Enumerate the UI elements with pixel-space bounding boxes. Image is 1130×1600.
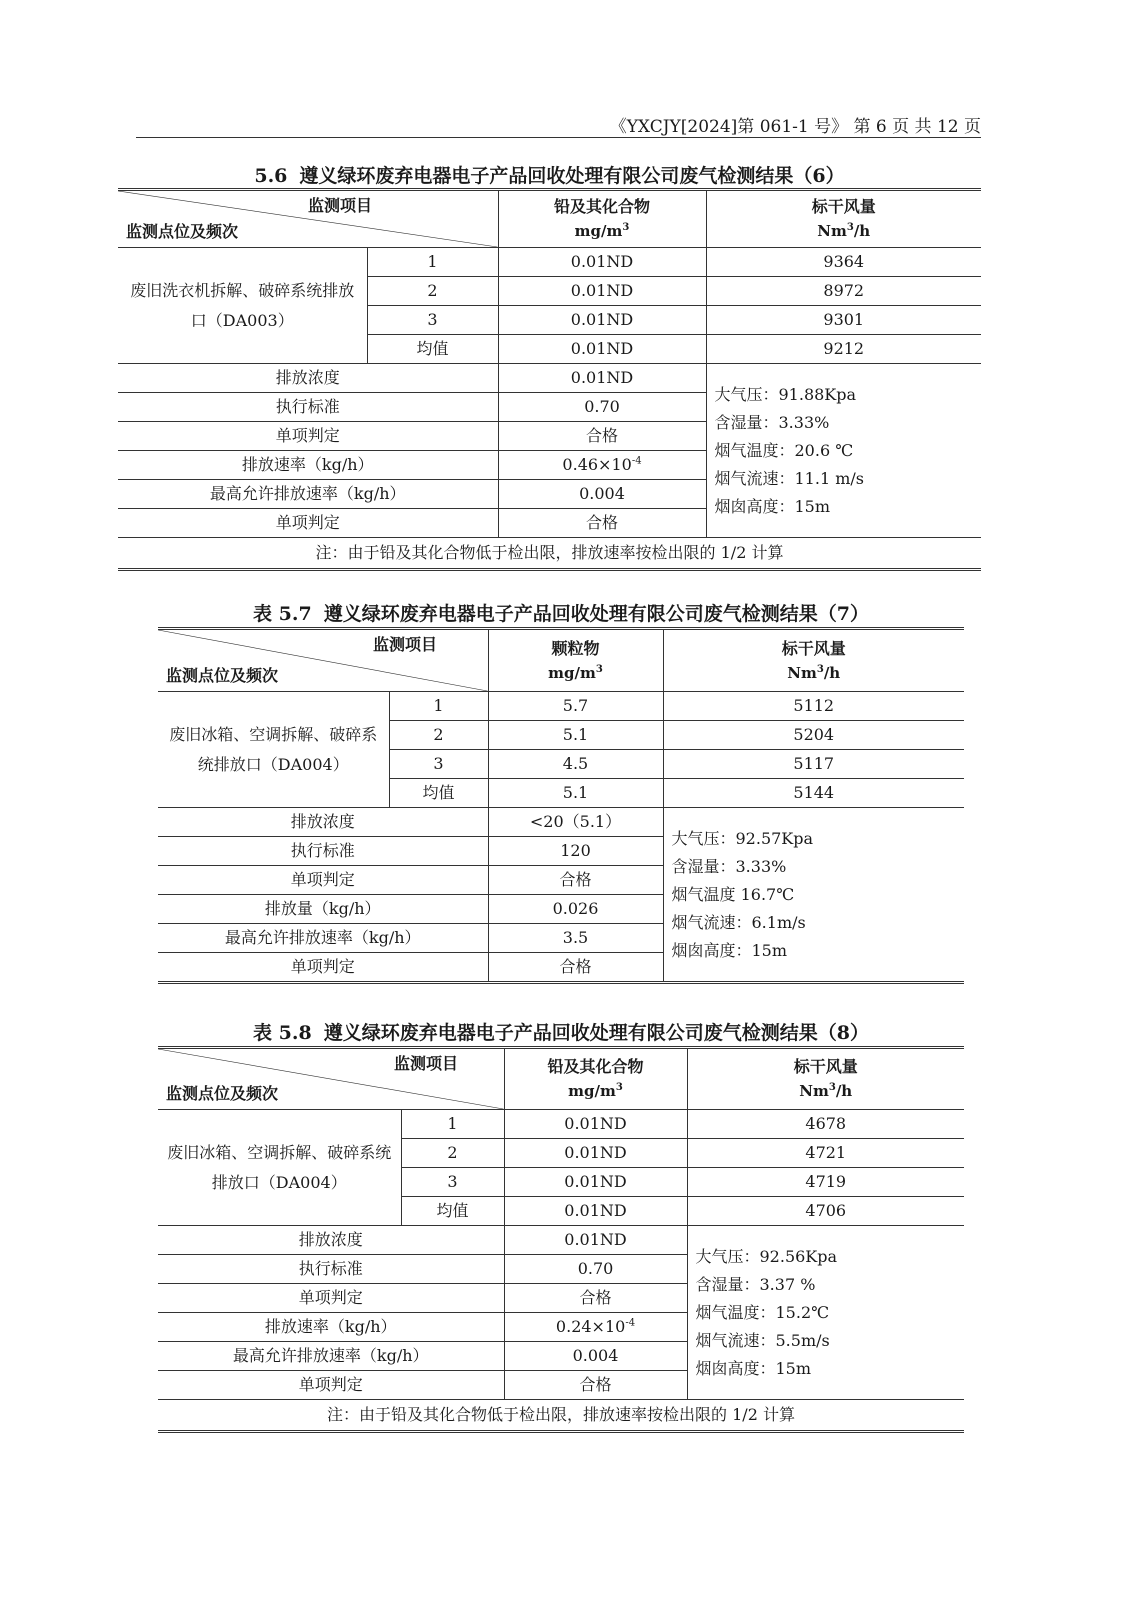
flow-cell: 4721: [687, 1139, 964, 1168]
table-row: [118, 248, 981, 277]
value-cell: 0.01ND: [504, 1110, 687, 1139]
judgement-value: 合格: [504, 1371, 687, 1400]
flow-unit: Nm$^3$/h: [817, 222, 871, 240]
monitor-item-label: 监测项目: [373, 635, 438, 654]
pollutant-header: [504, 1048, 687, 1110]
rate-value: $0.46\times 10^{-4}$: [498, 451, 706, 480]
frequency-cell: 1: [367, 248, 498, 277]
table-number: 表 5.8: [253, 1022, 312, 1044]
judgement-label: 单项判定: [158, 1284, 504, 1313]
discharge-conc-value: 0.01ND: [504, 1226, 687, 1255]
condition-velocity: 烟气流速：6.1m/s: [671, 912, 806, 932]
judgement-value: 合格: [488, 953, 663, 983]
pollutant-header: [498, 190, 706, 248]
max-rate-value: 0.004: [498, 480, 706, 509]
unit-label: $mg/m^3$: [548, 663, 603, 682]
unit-label: $mg/m^3$: [568, 1082, 623, 1100]
condition-temperature: 烟气温度：15.2℃: [695, 1302, 830, 1322]
frequency-cell: 均值: [367, 335, 498, 364]
table-5-6-caption: [118, 161, 981, 188]
frequency-cell: 1: [389, 692, 488, 721]
table-5-8-caption: [158, 1018, 964, 1045]
judgement-label: 单项判定: [158, 953, 488, 983]
max-rate-label: 最高允许排放速率（kg/h）: [118, 480, 498, 509]
table-number: 5.6: [254, 165, 288, 187]
frequency-cell: 3: [389, 750, 488, 779]
flow-cell: 5204: [663, 721, 964, 750]
flow-cell: 4706: [687, 1197, 964, 1226]
flow-cell: 9364: [706, 248, 981, 277]
condition-humidity: 含湿量：3.33%: [671, 856, 787, 876]
frequency-cell: 2: [401, 1139, 504, 1168]
value-cell: 5.1: [488, 721, 663, 750]
diagonal-header-cell: [158, 629, 488, 692]
pollutant-name: 铅及其化合物: [547, 1057, 644, 1076]
conditions-cell: [663, 808, 964, 983]
table-title: 遵义绿环废弃电器电子产品回收处理有限公司废气检测结果（6）: [299, 165, 845, 187]
table-5-7-caption: [158, 599, 964, 626]
judgement-label: 单项判定: [158, 866, 488, 895]
condition-humidity: 含湿量：3.37 %: [695, 1274, 816, 1294]
document-reference: 《YXCJY[2024]第 061-1 号》 第 6 页 共 12 页: [609, 117, 981, 137]
condition-pressure: 大气压：92.56Kpa: [695, 1246, 838, 1266]
value-cell: 0.01ND: [498, 306, 706, 335]
flow-cell: 5117: [663, 750, 964, 779]
value-cell: 0.01ND: [504, 1197, 687, 1226]
rate-label: 排放速率（kg/h）: [158, 1313, 504, 1342]
table-title: 遵义绿环废弃电器电子产品回收处理有限公司废气检测结果（8）: [323, 1022, 869, 1044]
value-cell: 0.01ND: [498, 335, 706, 364]
table-title: 遵义绿环废弃电器电子产品回收处理有限公司废气检测结果（7）: [323, 603, 869, 625]
table-row: [158, 692, 964, 721]
point-frequency-label: 监测点位及频次: [166, 666, 279, 685]
condition-temperature: 烟气温度 16.7℃: [671, 884, 795, 904]
value-cell: 5.7: [488, 692, 663, 721]
flow-cell: 8972: [706, 277, 981, 306]
point-frequency-label: 监测点位及频次: [126, 222, 239, 241]
max-rate-value: 3.5: [488, 924, 663, 953]
frequency-cell: 均值: [401, 1197, 504, 1226]
flow-header: [706, 190, 981, 248]
table-note: 注：由于铅及其化合物低于检出限，排放速率按检出限的 1/2 计算: [118, 538, 981, 570]
exec-std-label: 执行标准: [158, 1255, 504, 1284]
flow-cell: 5112: [663, 692, 964, 721]
flow-label: 标干风量: [793, 1057, 858, 1076]
frequency-cell: 2: [389, 721, 488, 750]
pollutant-header: [488, 629, 663, 692]
flow-cell: 9301: [706, 306, 981, 335]
condition-velocity: 烟气流速：5.5m/s: [695, 1330, 830, 1350]
rate-value: 0.026: [488, 895, 663, 924]
pollutant-name: 颗粒物: [551, 638, 600, 658]
exec-std-value: 120: [488, 837, 663, 866]
flow-cell: 9212: [706, 335, 981, 364]
value-cell: 0.01ND: [504, 1168, 687, 1197]
table-row: [118, 364, 981, 393]
frequency-cell: 3: [367, 306, 498, 335]
conditions-cell: [706, 364, 981, 538]
flow-label: 标干风量: [781, 638, 846, 658]
frequency-cell: 2: [367, 277, 498, 306]
exec-std-value: 0.70: [498, 393, 706, 422]
table-number: 表 5.7: [253, 603, 312, 625]
flow-unit: Nm$^3$/h: [799, 1082, 853, 1100]
condition-velocity: 烟气流速：11.1 m/s: [714, 468, 864, 488]
judgement-value: 合格: [498, 422, 706, 451]
judgement-label: 单项判定: [158, 1371, 504, 1400]
frequency-cell: 1: [401, 1110, 504, 1139]
conditions-cell: [687, 1226, 964, 1400]
value-cell: 0.01ND: [498, 277, 706, 306]
table-row: [118, 538, 981, 570]
value-cell: 5.1: [488, 779, 663, 808]
flow-unit: Nm$^3$/h: [787, 663, 841, 682]
judgement-value: 合格: [498, 509, 706, 538]
judgement-label: 单项判定: [118, 509, 498, 538]
max-rate-value: 0.004: [504, 1342, 687, 1371]
discharge-conc-label: 排放浓度: [158, 1226, 504, 1255]
max-rate-label: 最高允许排放速率（kg/h）: [158, 924, 488, 953]
exec-std-label: 执行标准: [158, 837, 488, 866]
condition-stack-height: 烟囱高度：15m: [671, 940, 788, 960]
condition-humidity: 含湿量：3.33%: [714, 412, 830, 432]
condition-pressure: 大气压：92.57Kpa: [671, 828, 814, 848]
condition-stack-height: 烟囱高度：15m: [695, 1358, 812, 1378]
monitoring-location: 废旧冰箱、空调拆解、破碎系统排放口（DA004）: [158, 1110, 401, 1226]
exec-std-value: 0.70: [504, 1255, 687, 1284]
table-row: [158, 1400, 964, 1432]
flow-cell: 5144: [663, 779, 964, 808]
point-frequency-label: 监测点位及频次: [166, 1084, 279, 1103]
rate-value: $0.24\times 10^{-4}$: [504, 1313, 687, 1342]
flow-cell: 4719: [687, 1168, 964, 1197]
discharge-conc-label: 排放浓度: [158, 808, 488, 837]
judgement-label: 单项判定: [118, 422, 498, 451]
monitoring-location: 废旧冰箱、空调拆解、破碎系统排放口（DA004）: [158, 692, 389, 808]
monitor-item-label: 监测项目: [394, 1054, 459, 1073]
frequency-cell: 均值: [389, 779, 488, 808]
value-cell: 4.5: [488, 750, 663, 779]
table-row: [158, 1226, 964, 1255]
judgement-value: 合格: [504, 1284, 687, 1313]
table-5-6: [118, 188, 981, 571]
max-rate-label: 最高允许排放速率（kg/h）: [158, 1342, 504, 1371]
discharge-conc-value: 0.01ND: [498, 364, 706, 393]
discharge-conc-value: <20（5.1）: [488, 808, 663, 837]
flow-label: 标干风量: [811, 197, 876, 216]
discharge-conc-label: 排放浓度: [118, 364, 498, 393]
flow-header: [687, 1048, 964, 1110]
value-cell: 0.01ND: [498, 248, 706, 277]
monitoring-location: 废旧洗衣机拆解、破碎系统排放口（DA003）: [118, 248, 367, 364]
value-cell: 0.01ND: [504, 1139, 687, 1168]
table-note: 注：由于铅及其化合物低于检出限，排放速率按检出限的 1/2 计算: [158, 1400, 964, 1432]
flow-cell: 4678: [687, 1110, 964, 1139]
monitor-item-label: 监测项目: [308, 196, 373, 215]
table-5-8: [158, 1046, 964, 1433]
condition-pressure: 大气压：91.88Kpa: [714, 384, 857, 404]
frequency-cell: 3: [401, 1168, 504, 1197]
diagonal-header-cell: [118, 190, 498, 248]
table-row: [158, 808, 964, 837]
exec-std-label: 执行标准: [118, 393, 498, 422]
diagonal-header-cell: [158, 1048, 504, 1110]
unit-label: $mg/m^3$: [574, 222, 630, 240]
header-rule: [136, 137, 981, 138]
pollutant-name: 铅及其化合物: [553, 197, 650, 216]
table-row: [158, 1110, 964, 1139]
rate-label: 排放速率（kg/h）: [118, 451, 498, 480]
flow-header: [663, 629, 964, 692]
condition-temperature: 烟气温度：20.6 ℃: [714, 440, 854, 460]
table-5-7: [158, 627, 964, 984]
condition-stack-height: 烟囱高度：15m: [714, 496, 831, 516]
judgement-value: 合格: [488, 866, 663, 895]
rate-label: 排放量（kg/h）: [158, 895, 488, 924]
